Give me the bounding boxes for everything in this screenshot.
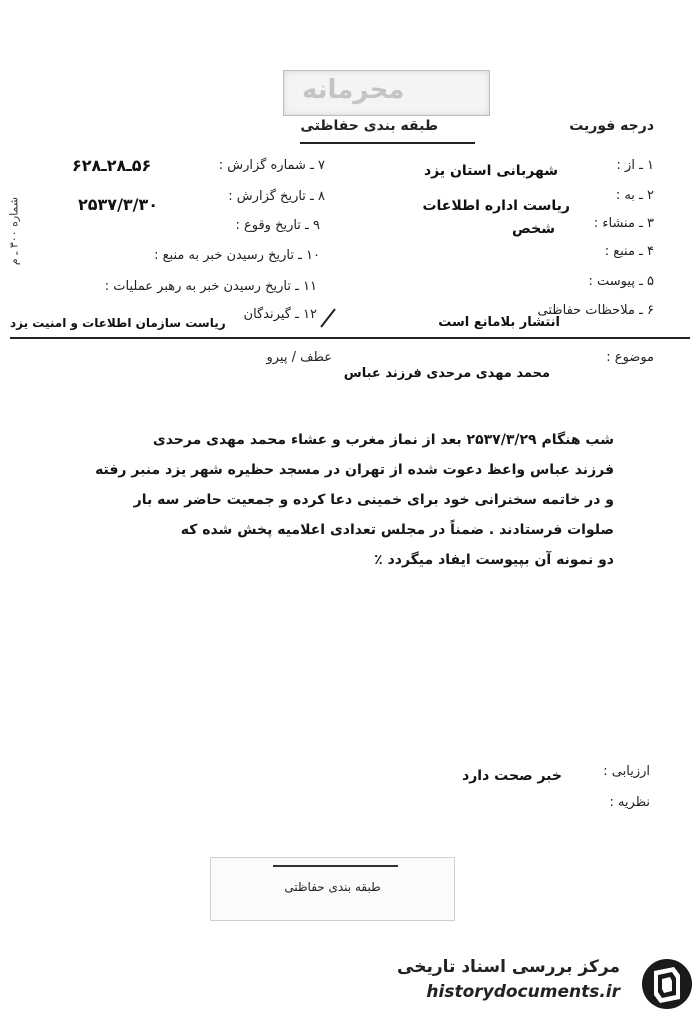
margin-note: شماره ۳۰۰ ـ م: [7, 196, 21, 266]
body-line: شب هنگام ۲۵۳۷/۳/۲۹ بعد از نماز مغرب و عشاء محمد مهدی مرحدی: [152, 432, 614, 448]
body-line: دو نمونه آن بپیوست ایفاد میگردد ٪: [374, 552, 614, 568]
field-9-label: ۹ ـ تاریخ وقوع :: [235, 218, 320, 233]
watermark-url: historydocuments.ir: [426, 982, 620, 1002]
body-line: فرزند عباس واعظ دعوت شده از تهران در مسجد حظیره شهر یزد منبر رفته: [95, 462, 614, 478]
report-body: [74, 425, 614, 575]
stamp-text: محرمانه: [302, 75, 405, 105]
opinion-label: نظریه :: [609, 795, 650, 810]
header-divider: [300, 142, 475, 144]
subject-reference: عطف / پیرو: [266, 350, 332, 365]
footer-classification-box: [210, 857, 455, 921]
field-1-label: ۱ ـ از :: [616, 158, 654, 173]
field-7-label: ۷ ـ شماره گزارش :: [218, 158, 325, 173]
footer-divider: [273, 865, 398, 867]
field-6-value: انتشار بلامانع است: [438, 315, 560, 330]
evaluation-label: ارزیابی :: [603, 764, 650, 779]
field-2-label: ۲ ـ به :: [615, 188, 654, 203]
evaluation-value: خبر صحت دارد: [462, 768, 562, 784]
footer-classification-label: طبقه بندی حفاظتی: [284, 880, 381, 894]
field-7-value: ۵۶ـ۲۸ـ۶۲۸: [72, 156, 152, 175]
history-documents-logo-icon: [640, 957, 694, 1011]
classification-stamp: [283, 70, 490, 116]
classification-label: طبقه بندی حفاظتی: [300, 118, 438, 134]
section-divider: [10, 337, 690, 339]
field-2-value: ریاست اداره اطلاعات: [422, 198, 570, 214]
field-3-value: شخص: [512, 221, 555, 237]
field-10-label: ۱۰ ـ تاریخ رسیدن خبر به منبع :: [154, 248, 320, 263]
field-8-value: ۲۵۳۷/۳/۳۰: [78, 195, 159, 214]
field-4-label: ۴ ـ منبع :: [604, 244, 654, 259]
body-line: و در خاتمه سخنرانی خود برای خمینی دعا کرده و جمعیت حاضر سه بار: [133, 492, 614, 508]
field-3-label: ۳ ـ منشاء :: [593, 216, 654, 231]
check-mark-icon: [318, 306, 338, 330]
field-12-label: ۱۲ ـ گیرندگان: [243, 307, 317, 322]
watermark-title: مرکز بررسی اسناد تاریخی: [397, 957, 620, 977]
subject-label: موضوع :: [606, 350, 654, 365]
field-1-value: شهربانی استان یزد: [423, 163, 558, 179]
field-5-label: ۵ ـ پیوست :: [588, 274, 654, 289]
field-6-label: ۶ ـ ملاحظات حفاظتی: [537, 303, 654, 318]
body-line: صلوات فرستادند . ضمناً در مجلس تعدادی اعلامیه پخش شده که: [180, 522, 614, 538]
priority-label: درجه فوریت: [569, 118, 654, 134]
subject-value: محمد مهدی مرحدی فرزند عباس: [343, 366, 550, 381]
field-8-label: ۸ ـ تاریخ گزارش :: [228, 189, 325, 204]
field-12-value: ریاست سازمان اطلاعات و امنیت یزد: [10, 316, 226, 330]
field-11-label: ۱۱ ـ تاریخ رسیدن خبر به رهبر عملیات :: [104, 279, 317, 294]
